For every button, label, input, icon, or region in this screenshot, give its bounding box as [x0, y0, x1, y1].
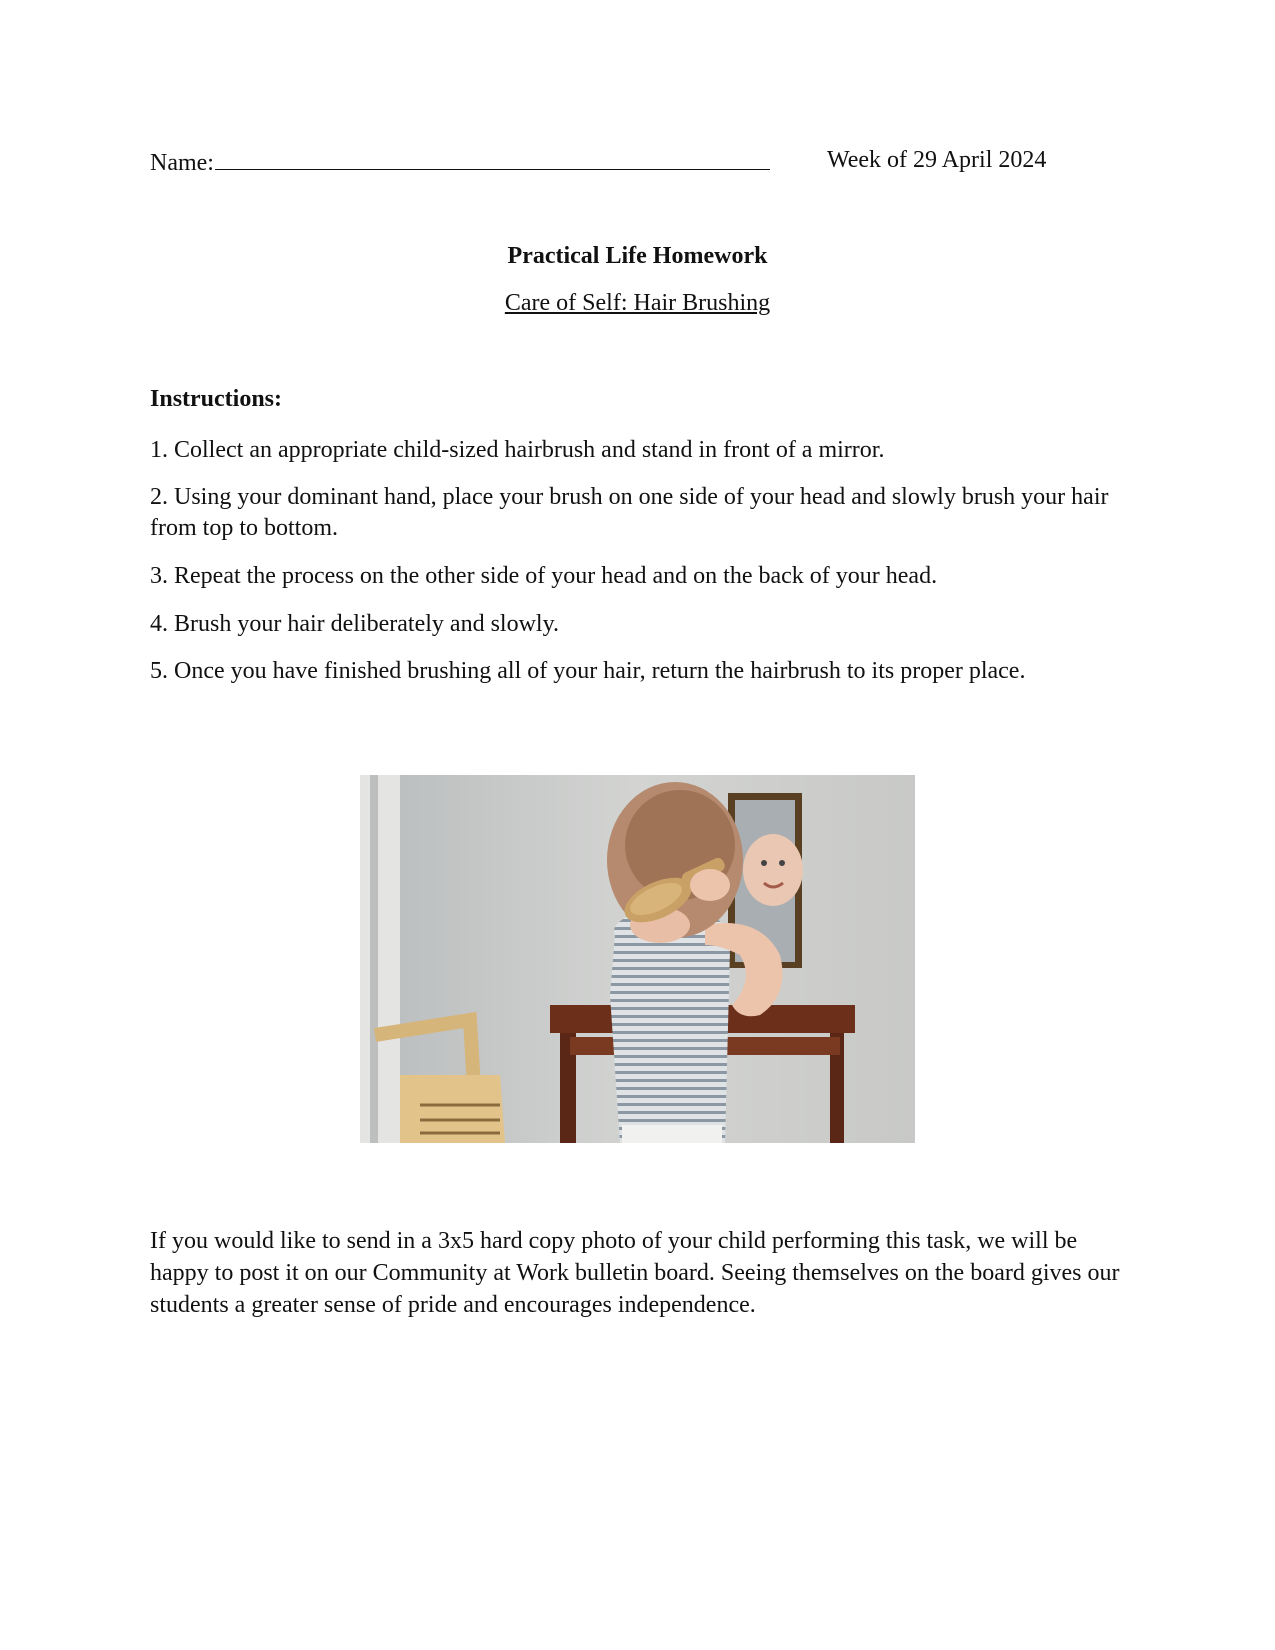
- closing-paragraph: If you would like to send in a 3x5 hard copy photo of your child performing this task, we will be happy to post it on our Community at Work bulletin board. Seeing themselves on the board gives our students a greater sense of pride and encourages independence.: [150, 1228, 1120, 1318]
- child-hair-brushing-photo: [360, 775, 915, 1143]
- name-label: Name:: [150, 150, 214, 176]
- week-date: Week of 29 April 2024: [827, 147, 1047, 173]
- instruction-step: 5. Once you have finished brushing all of your hair, return the hairbrush to its proper place.: [150, 658, 1026, 684]
- page-subtitle: Care of Self: Hair Brushing: [504, 290, 771, 316]
- name-blank-line: [215, 147, 770, 170]
- photo-illustration: [360, 775, 915, 1143]
- instruction-step: 1. Collect an appropriate child-sized hairbrush and stand in front of a mirror.: [150, 437, 885, 463]
- instruction-step: 2. Using your dominant hand, place your brush on one side of your head and slowly brush your hair from top to bottom.: [150, 484, 1109, 541]
- instruction-step: 3. Repeat the process on the other side of your head and on the back of your head.: [150, 563, 938, 589]
- name-field: [150, 147, 770, 177]
- page-title: Practical Life Homework: [507, 243, 768, 269]
- instructions-heading: Instructions:: [150, 386, 283, 412]
- instruction-step: 4. Brush your hair deliberately and slowly.: [150, 611, 560, 637]
